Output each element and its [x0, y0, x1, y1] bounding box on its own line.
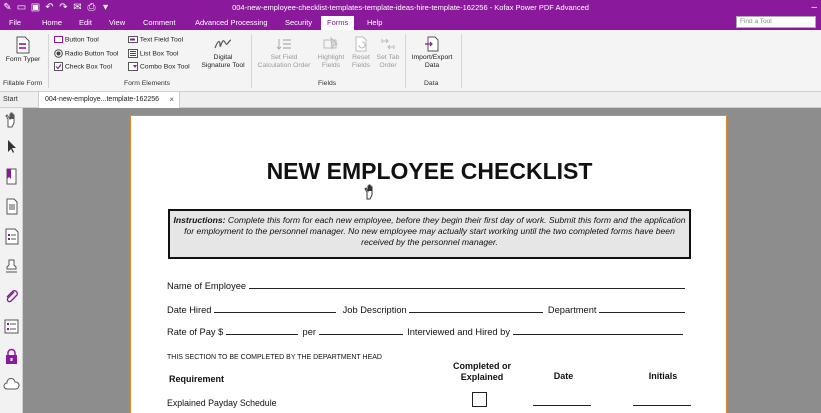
hand-tool-icon[interactable] — [3, 112, 20, 129]
tab-home[interactable]: Home — [42, 18, 63, 27]
combo-box-tool-label: Combo Box Tool — [139, 63, 190, 71]
digital-signature-label-1: Digital — [213, 54, 233, 61]
calculation-order-icon — [276, 36, 292, 52]
tab-advanced-processing[interactable]: Advanced Processing — [195, 18, 268, 27]
interviewed-by-label: Interviewed and Hired by — [407, 327, 510, 337]
department-field[interactable] — [599, 304, 685, 313]
digital-signature-tool[interactable] — [198, 36, 248, 70]
reset-label-1: Reset — [352, 54, 370, 61]
folder-icon[interactable]: ▭ — [16, 2, 27, 13]
date-hired-field[interactable] — [214, 304, 336, 313]
employee-name-label: Name of Employee — [167, 281, 247, 291]
group-label-fillable-form: Fillable Form — [3, 80, 43, 87]
start-tab[interactable]: Start — [3, 96, 18, 103]
group-divider — [461, 34, 462, 88]
tab-forms[interactable]: Forms — [321, 16, 354, 30]
set-tab-label-2: Order — [379, 62, 397, 69]
select-arrow-icon[interactable] — [3, 138, 20, 155]
set-tab-label-1: Set Tab — [376, 54, 400, 61]
email-icon[interactable]: ✉ — [73, 2, 82, 13]
pay-period-field[interactable] — [319, 326, 403, 335]
group-label-data: Data — [424, 80, 439, 87]
set-field-label-2: Calculation Order — [257, 62, 311, 69]
pay-row — [167, 326, 683, 337]
import-export-data-button[interactable] — [406, 36, 458, 70]
group-divider — [251, 34, 252, 88]
combo-box-icon — [128, 62, 138, 71]
hand-cursor-icon — [363, 184, 377, 200]
rate-of-pay-field[interactable] — [226, 326, 298, 335]
form-typer-label: Form Typer — [5, 56, 41, 63]
reset-fields-icon — [353, 36, 369, 52]
column-header-completed — [439, 361, 525, 383]
save-icon[interactable]: ▣ — [30, 2, 41, 13]
stamp-icon[interactable] — [3, 258, 20, 275]
signature-icon — [213, 36, 233, 52]
pages-icon[interactable] — [3, 198, 20, 215]
instructions-label: Instructions: — [173, 215, 226, 225]
document-title: NEW EMPLOYEE CHECKLIST — [266, 158, 593, 184]
document-tab-label: 004-new-employe...template-162256 — [45, 96, 160, 103]
highlight-label-2: Fields — [321, 62, 341, 69]
section-note: THIS SECTION TO BE COMPLETED BY THE DEPARTMENT HEAD — [167, 354, 382, 361]
radio-button-tool[interactable] — [54, 49, 118, 58]
interviewed-by-field[interactable] — [513, 326, 683, 335]
button-tool-icon — [54, 36, 63, 43]
rate-of-pay-label: Rate of Pay $ — [167, 327, 224, 337]
menu-bar — [0, 16, 821, 30]
tab-order-icon — [380, 36, 396, 52]
print-icon[interactable]: ⎙ — [87, 2, 96, 13]
radio-button-tool-label: Radio Button Tool — [64, 50, 119, 58]
completed-header-line-2: Explained — [460, 372, 504, 382]
document-tab[interactable] — [38, 92, 180, 108]
group-label-fields: Fields — [318, 80, 337, 87]
form-fields-icon[interactable] — [3, 228, 20, 245]
date-signature-line[interactable] — [533, 405, 591, 406]
app-logo-icon: ✎ — [3, 2, 12, 13]
highlight-fields-icon — [323, 36, 339, 52]
list-box-icon — [128, 49, 138, 58]
tab-comment[interactable]: Comment — [143, 18, 176, 27]
list-box-tool-label: List Box Tool — [139, 50, 179, 58]
digital-signature-label-2: Signature Tool — [201, 62, 245, 69]
title-bar — [0, 0, 821, 16]
column-header-initials: Initials — [648, 371, 678, 381]
lock-icon[interactable] — [3, 348, 20, 365]
close-tab-icon[interactable]: × — [169, 95, 174, 104]
import-export-label-2: Data — [424, 62, 440, 69]
set-tab-order-button[interactable] — [374, 36, 402, 70]
check-box-tool[interactable] — [54, 62, 112, 71]
minimize-icon[interactable]: – — [811, 2, 817, 13]
tab-view[interactable]: View — [109, 18, 126, 27]
radio-button-icon — [54, 49, 63, 58]
combo-box-tool[interactable] — [128, 62, 190, 71]
instructions-text: Complete this form for each new employee, before they begin their first day of work. Submit this form and the application for employment to the personnel manager. No new employee may actually start working until the two completed forms have been received by the personnel manager. — [184, 215, 686, 247]
employee-name-row — [167, 280, 685, 291]
per-label: per — [302, 327, 316, 337]
document-tab-strip — [0, 92, 821, 108]
form-typer-icon — [16, 36, 30, 54]
tab-help[interactable]: Help — [367, 18, 383, 27]
group-label-form-elements: Form Elements — [124, 80, 171, 87]
employee-name-field[interactable] — [249, 280, 685, 289]
requirement-row-label: Explained Payday Schedule — [167, 398, 277, 408]
button-tool-label: Button Tool — [64, 36, 99, 44]
text-field-tool-label: Text Field Tool — [139, 36, 184, 44]
ribbon — [0, 30, 821, 92]
completed-header-line-1: Completed or — [452, 361, 511, 371]
set-field-label-1: Set Field — [270, 54, 298, 61]
redo-icon[interactable]: ↷ — [59, 2, 68, 13]
tab-security[interactable]: Security — [285, 18, 313, 27]
date-hired-label: Date Hired — [167, 305, 212, 315]
completed-checkbox[interactable] — [472, 392, 487, 407]
undo-icon[interactable]: ↶ — [45, 2, 54, 13]
attachment-icon[interactable] — [3, 288, 20, 305]
list-box-tool[interactable] — [128, 49, 178, 58]
column-header-date: Date — [553, 371, 574, 381]
job-description-label: Job Description — [342, 305, 407, 315]
reset-fields-button[interactable] — [349, 36, 373, 70]
initials-signature-line[interactable] — [633, 405, 691, 406]
column-header-requirement: Requirement — [169, 374, 225, 384]
find-tool-input[interactable]: Find a Tool — [736, 16, 816, 28]
text-field-icon — [128, 36, 138, 43]
customize-dropdown-icon[interactable]: ▾ — [102, 2, 109, 13]
check-box-tool-label: Check Box Tool — [64, 63, 112, 71]
cloud-icon[interactable] — [3, 376, 20, 393]
tab-edit[interactable]: Edit — [79, 18, 92, 27]
highlight-fields-button[interactable] — [314, 36, 348, 70]
import-export-label-1: Import/Export — [411, 54, 453, 61]
tab-file[interactable]: File — [9, 18, 22, 27]
left-toolbar — [0, 108, 23, 413]
form-typer-button[interactable] — [5, 36, 41, 64]
import-export-icon — [424, 36, 440, 52]
check-box-icon — [54, 62, 63, 71]
department-label: Department — [547, 305, 597, 315]
window-title: 004-new-employee-checklist-templates-template-ideas-hire-template-162256 - Kofax Power PDF Advanced — [232, 3, 589, 12]
reset-label-2: Fields — [351, 62, 371, 69]
highlight-label-1: Highlight — [317, 54, 345, 61]
instructions-box — [168, 209, 691, 259]
button-tool[interactable] — [54, 36, 99, 44]
comments-list-icon[interactable] — [3, 318, 20, 335]
pdf-page — [130, 115, 727, 413]
document-viewer[interactable] — [23, 108, 821, 413]
set-field-calculation-order-button[interactable] — [254, 36, 314, 70]
hire-info-row — [167, 304, 685, 315]
text-field-tool[interactable] — [128, 36, 183, 44]
bookmark-icon[interactable] — [3, 168, 20, 185]
group-divider — [48, 34, 49, 88]
job-description-field[interactable] — [409, 304, 543, 313]
